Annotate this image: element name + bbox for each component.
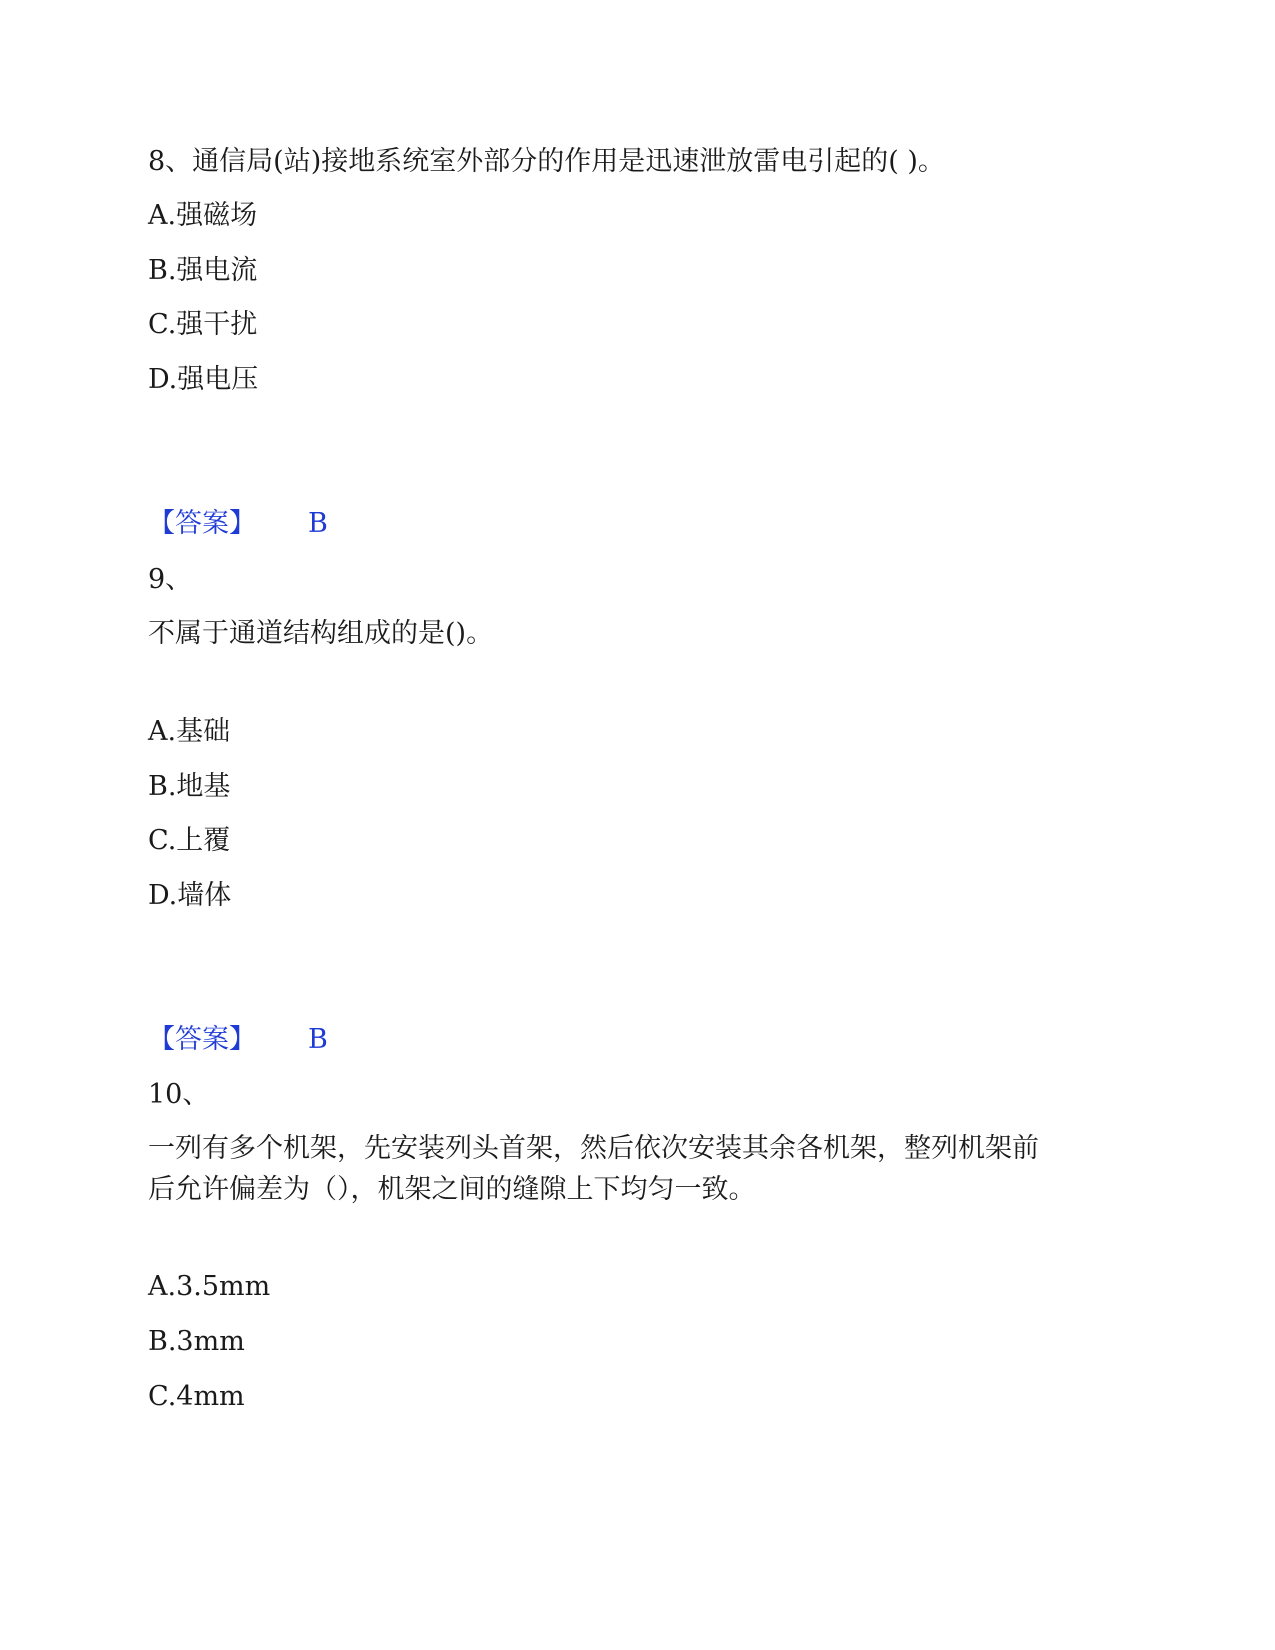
question-8-answer: [148, 506, 328, 542]
question-10-option-a: A.3.5mm: [148, 1271, 271, 1302]
question-9-answer: [148, 1022, 328, 1058]
question-8-option-c: C.强干扰: [148, 309, 258, 340]
answer-value: B: [308, 508, 328, 539]
question-10-option-b: B.3mm: [148, 1326, 245, 1357]
question-8-option-d: D.强电压: [148, 364, 259, 395]
question-9-number: 9、: [148, 564, 193, 595]
question-8-option-b: B.强电流: [148, 255, 258, 286]
question-9-option-c: C.上覆: [148, 825, 231, 856]
answer-label: 【答案】: [148, 1024, 256, 1055]
question-9-option-b: B.地基: [148, 771, 231, 802]
question-10-stem-line-2: 后允许偏差为（），机架之间的缝隙上下均匀一致。: [148, 1174, 756, 1205]
question-9-option-d: D.墙体: [148, 880, 232, 911]
question-10-stem-line-1: 一列有多个机架，先安装列头首架，然后依次安装其余各机架，整列机架前: [148, 1133, 1039, 1164]
question-8-stem: 8、通信局(站)接地系统室外部分的作用是迅速泄放雷电引起的( )。: [148, 146, 945, 177]
question-10-option-c: C.4mm: [148, 1381, 245, 1412]
answer-value: B: [308, 1024, 328, 1055]
answer-label: 【答案】: [148, 508, 256, 539]
question-8-option-a: A.强磁场: [148, 200, 258, 231]
question-9-option-a: A.基础: [148, 716, 231, 747]
question-9-stem: 不属于通道结构组成的是()。: [148, 618, 494, 649]
question-10-number: 10、: [148, 1079, 210, 1110]
